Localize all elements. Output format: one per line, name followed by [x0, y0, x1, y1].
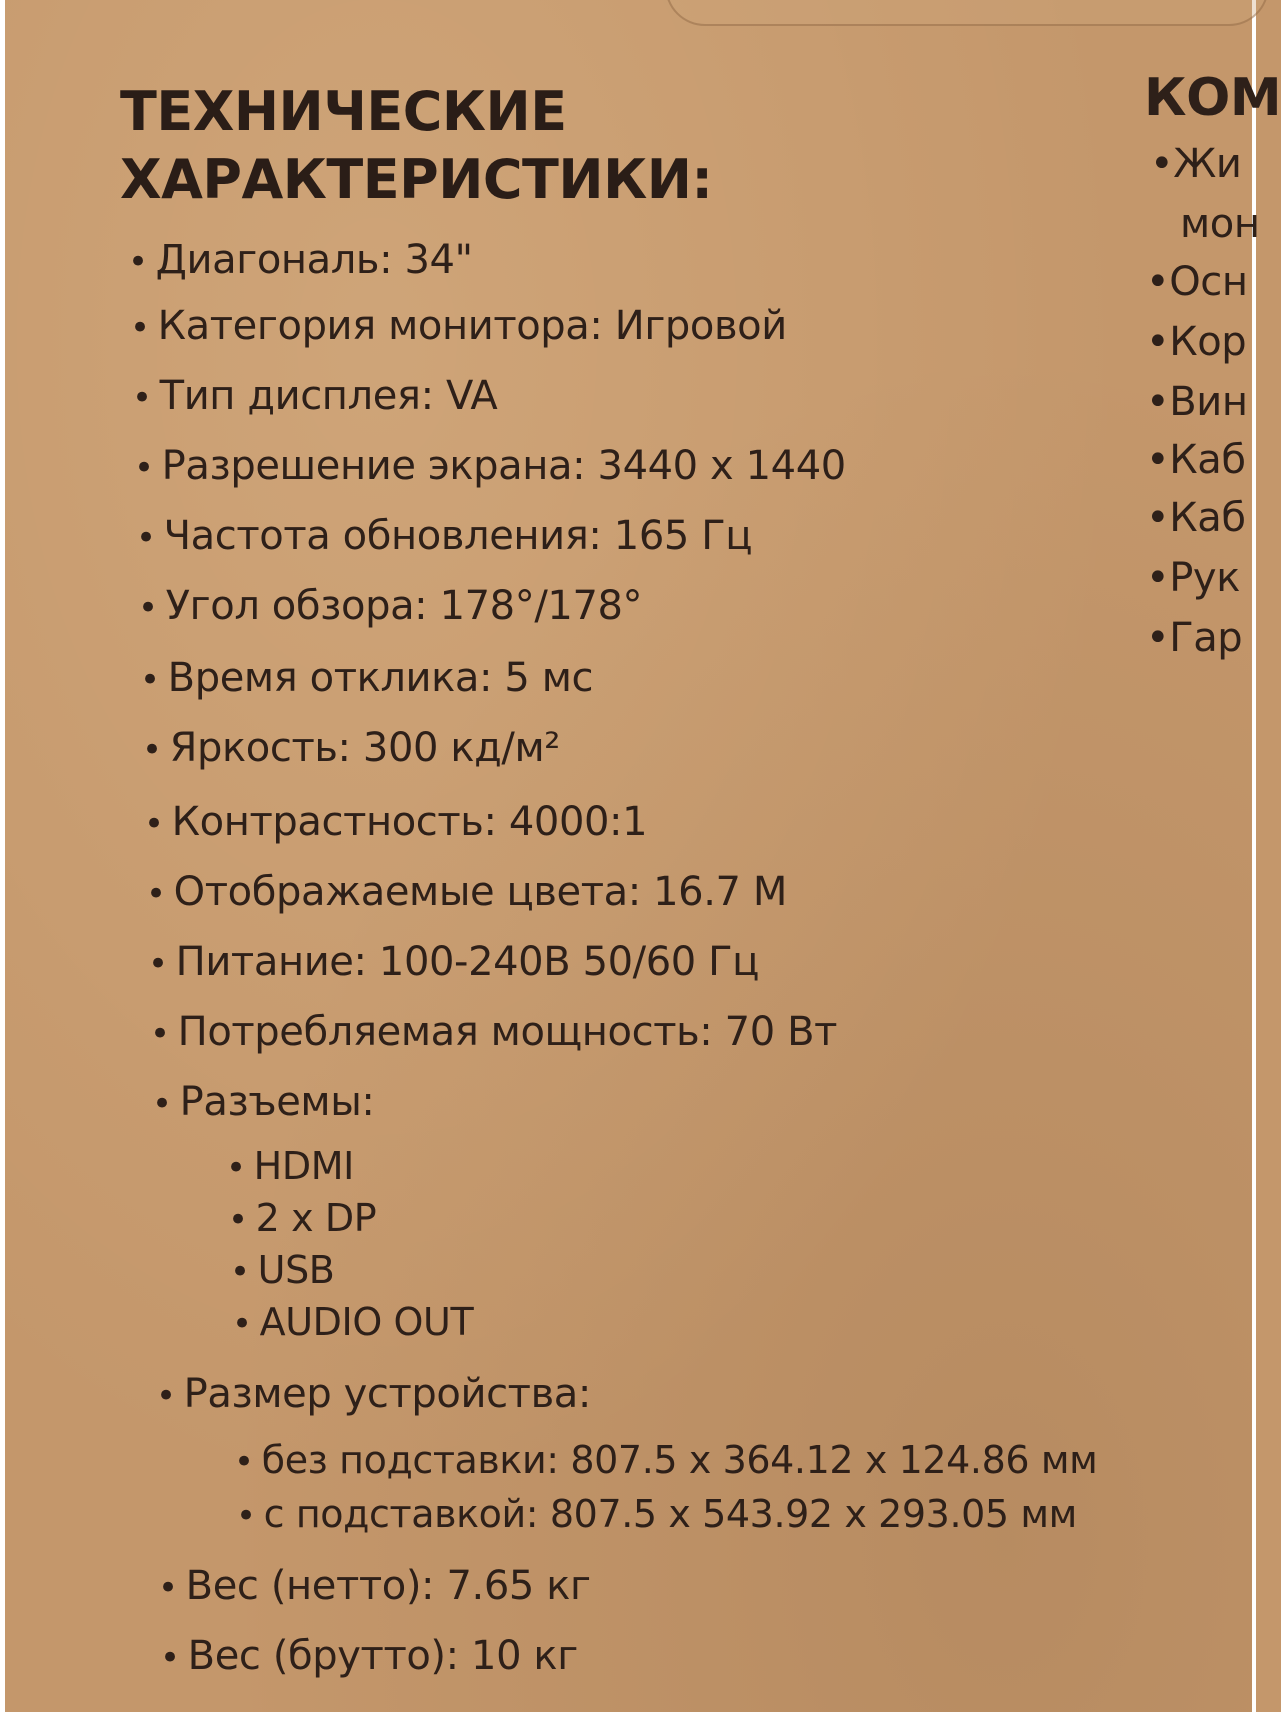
spec-diagonal: [128, 236, 473, 286]
bullet-icon: •: [150, 1014, 170, 1054]
port-item-text: USB: [257, 1248, 335, 1292]
spec-power-consumption-text: Потребляемая мощность: 70 Вт: [177, 1009, 838, 1055]
contents-item-text: Каб: [1169, 437, 1246, 483]
port-item: [232, 1298, 473, 1348]
spec-weight-gross: [160, 1632, 578, 1682]
spec-display-type-text: Тип дисплея: VA: [159, 373, 498, 419]
spec-size-without-stand: [234, 1436, 1097, 1486]
contents-item-text: Гар: [1169, 615, 1243, 661]
bullet-icon: •: [144, 804, 164, 844]
contents-item-text: Каб: [1169, 495, 1246, 541]
spec-power-supply-text: Питание: 100-240В 50/60 Гц: [175, 939, 759, 985]
bullet-icon: •: [226, 1148, 246, 1188]
bullet-icon: •: [156, 1376, 176, 1416]
spec-ports-label: [152, 1078, 374, 1128]
spec-refresh-rate-text: Частота обновления: 165 Гц: [163, 513, 753, 559]
port-item-text: 2 x DP: [255, 1196, 377, 1240]
bullet-icon: •: [230, 1252, 250, 1292]
bullet-icon: •: [130, 308, 150, 348]
contents-item: [1146, 494, 1246, 542]
bullet-icon: •: [1146, 615, 1170, 661]
port-item: [228, 1194, 376, 1244]
spec-ports-label-text: Разъемы:: [179, 1079, 375, 1125]
spec-resolution: [134, 442, 846, 492]
spec-viewing-angle-text: Угол обзора: 178°/178°: [165, 583, 643, 629]
bullet-icon: •: [1146, 259, 1170, 305]
bullet-icon: •: [234, 1442, 254, 1482]
spec-colors: [146, 868, 787, 918]
specs-heading-line-2: ХАРАКТЕРИСТИКИ:: [120, 148, 713, 211]
contents-item-text: Осн: [1169, 259, 1248, 305]
bullet-icon: •: [158, 1568, 178, 1608]
bullet-icon: •: [136, 518, 156, 558]
spec-refresh-rate: [136, 512, 752, 562]
spec-size-with-stand: [236, 1490, 1077, 1540]
bullet-icon: •: [160, 1638, 180, 1678]
spec-contrast: [144, 798, 647, 848]
spec-brightness-text: Яркость: 300 кд/м²: [169, 725, 560, 771]
spec-size-label-text: Размер устройства:: [183, 1371, 591, 1417]
contents-item-continuation: мон: [1180, 201, 1260, 247]
spec-response-time: [140, 654, 593, 704]
contents-column-cropped: [1140, 0, 1281, 1712]
bullet-icon: •: [1146, 437, 1170, 483]
spec-contrast-text: Контрастность: 4000:1: [171, 799, 648, 845]
contents-item: [1146, 436, 1246, 484]
spec-size-label: [156, 1370, 591, 1420]
port-item: [226, 1142, 354, 1192]
spec-viewing-angle: [138, 582, 642, 632]
bullet-icon: •: [228, 1200, 248, 1240]
contents-item-text: Кор: [1169, 319, 1247, 365]
spec-resolution-text: Разрешение экрана: 3440 x 1440: [161, 443, 846, 489]
spec-category-text: Категория монитора: Игровой: [157, 303, 787, 349]
contents-item: [1146, 554, 1240, 602]
bullet-icon: •: [232, 1304, 252, 1344]
bullet-icon: •: [128, 242, 148, 282]
bullet-icon: •: [148, 944, 168, 984]
spec-weight-gross-text: Вес (брутто): 10 кг: [187, 1633, 578, 1679]
spec-size-without-stand-text: без подставки: 807.5 x 364.12 x 124.86 мм: [261, 1438, 1098, 1482]
contents-item-text: Жи: [1173, 141, 1242, 187]
specs-heading-line-1: ТЕХНИЧЕСКИЕ: [120, 80, 567, 143]
bullet-icon: •: [236, 1496, 256, 1536]
spec-category: [130, 302, 787, 352]
spec-power-consumption: [150, 1008, 837, 1058]
port-item: [230, 1246, 334, 1296]
spec-brightness: [142, 724, 560, 774]
spec-power-supply: [148, 938, 759, 988]
contents-item-text: Рук: [1169, 555, 1240, 601]
bullet-icon: •: [1150, 141, 1174, 187]
contents-item: [1146, 614, 1242, 662]
spec-weight-net-text: Вес (нетто): 7.65 кг: [185, 1563, 591, 1609]
contents-item: [1146, 378, 1248, 426]
spec-display-type: [132, 372, 497, 422]
bullet-icon: •: [1146, 495, 1170, 541]
bullet-icon: •: [152, 1084, 172, 1124]
port-item-text: HDMI: [253, 1144, 354, 1188]
contents-item: [1146, 258, 1248, 306]
contents-heading: КОМ: [1144, 68, 1281, 128]
bullet-icon: •: [142, 730, 162, 770]
contents-item-text: Вин: [1169, 379, 1248, 425]
bullet-icon: •: [132, 378, 152, 418]
spec-weight-net: [158, 1562, 591, 1612]
bullet-icon: •: [138, 588, 158, 628]
bullet-icon: •: [1146, 379, 1170, 425]
spec-size-with-stand-text: с подставкой: 807.5 x 543.92 x 293.05 мм: [263, 1492, 1077, 1536]
contents-item: [1146, 318, 1246, 366]
bullet-icon: •: [146, 874, 166, 914]
spec-colors-text: Отображаемые цвета: 16.7 M: [173, 869, 788, 915]
bullet-icon: •: [1146, 319, 1170, 365]
bullet-icon: •: [140, 660, 160, 700]
contents-item: [1150, 140, 1242, 188]
spec-response-time-text: Время отклика: 5 мс: [167, 655, 594, 701]
port-item-text: AUDIO OUT: [259, 1300, 474, 1344]
bullet-icon: •: [134, 448, 154, 488]
bullet-icon: •: [1146, 555, 1170, 601]
spec-diagonal-text: Диагональ: 34": [155, 237, 473, 283]
